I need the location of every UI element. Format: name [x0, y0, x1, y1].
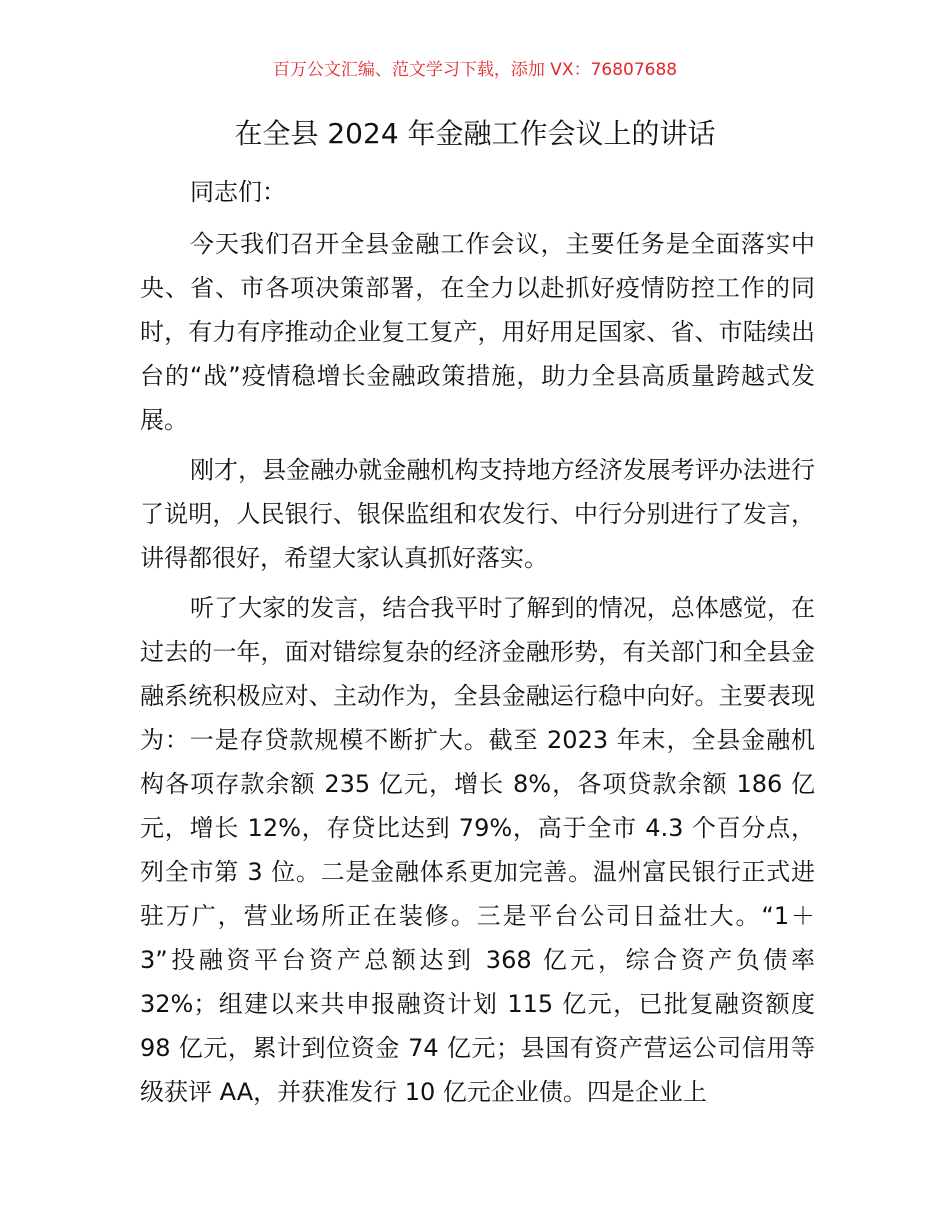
header-watermark-note: 百万公文汇编、范文学习下载，添加 VX：76807688 [272, 60, 678, 80]
paragraph-achievements: 听了大家的发言，结合我平时了解到的情况，总体感觉，在过去的一年，面对错综复杂的经济金融形势，有关部门和全县金融系统积极应对、主动作为，全县金融运行稳中向好。主要表现为：一是存贷款规模不断扩大。截至 2023 年末，全县金融机构各项存款余额 235 亿元，增长 8%，各项贷款余额 186 亿元，增长 12%，存贷比达到 79%，高于全市 4.3 个百分点，列全市第 3 位。二是金融体系更加完善。温州富民银行正式进驻万广，营业场所正在装修。三是平台公司日益壮大。“1＋3”投融资平台资产总额达到 368 亿元，综合资产负债率 32%；组建以来共申报融资计划 115 亿元，已批复融资额度 98 亿元，累计到位资金 74 亿元；县国有资产营运公司信用等级获评 AA，并获准发行 10 亿元企业债。四是企业上 [140, 594, 815, 1106]
document-body [140, 222, 815, 442]
paragraph-reports: 刚才，县金融办就金融机构支持地方经济发展考评办法进行了说明，人民银行、银保监组和农发行、中行分别进行了发言，讲得都很好，希望大家认真抓好落实。 [140, 456, 815, 572]
paragraph-opening: 今天我们召开全县金融工作会议，主要任务是全面落实中央、省、市各项决策部署，在全力以赴抓好疫情防控工作的同时，有力有序推动企业复工复产，用好用足国家、省、市陆续出台的“战”疫情稳增长金融政策措施，助力全县高质量跨越式发展。 [140, 230, 815, 434]
document-title: 在全县 2024 年金融工作会议上的讲话 [234, 117, 716, 150]
document-body-3 [140, 586, 815, 1114]
document-body-2 [140, 448, 815, 580]
salutation: 同志们： [190, 178, 286, 206]
